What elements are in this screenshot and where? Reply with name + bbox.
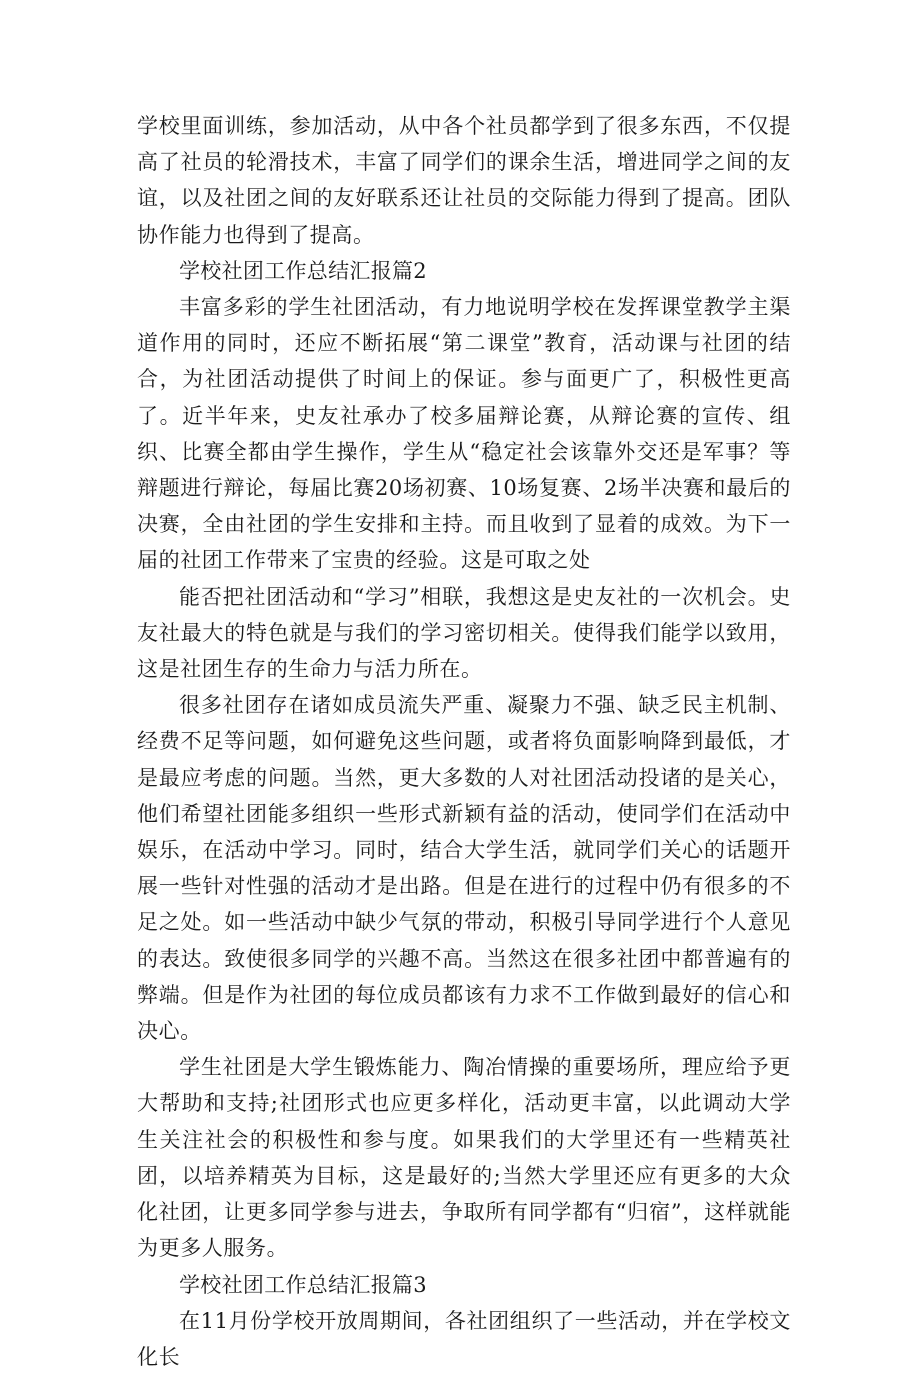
paragraph: 学生社团是大学生锻炼能力、陶冶情操的重要场所，理应给予更大帮助和支持;社团形式也应更多样化，活动更丰富，以此调动大学生关注社会的积极性和参与度。如果我们的大学里还有一些精英社团，以培养精英为目标，这是最好的;当然大学里还应有更多的大众化社团，让更多同学参与进去，争取所有同学都有“归宿”，这样就能为更多人服务。: [137, 1055, 791, 1261]
section-heading-3: 学校社团工作总结汇报篇3: [179, 1272, 427, 1297]
document-body: [137, 108, 791, 1375]
paragraph: 很多社团存在诸如成员流失严重、凝聚力不强、缺乏民主机制、经费不足等问题，如何避免这些问题，或者将负面影响降到最低，才是最应考虑的问题。当然，更大多数的人对社团活动投诸的是关心，他们希望社团能多组织一些形式新颖有益的活动，使同学们在活动中娱乐，在活动中学习。同时，结合大学生活，就同学们关心的话题开展一些针对性强的活动才是出路。但是在进行的过程中仍有很多的不足之处。如一些活动中缺少气氛的带动，积极引导同学进行个人意见的表达。致使很多同学的兴趣不高。当然这在很多社团中都普遍有的弊端。但是作为社团的每位成员都该有力求不工作做到最好的信心和决心。: [137, 693, 791, 1044]
paragraph-continuation: 学校里面训练，参加活动，从中各个社员都学到了很多东西，不仅提高了社员的轮滑技术，丰富了同学们的课余生活，增进同学之间的友谊，以及社团之间的友好联系还让社员的交际能力得到了提高。团队协作能力也得到了提高。: [137, 114, 791, 247]
paragraph: 丰富多彩的学生社团活动，有力地说明学校在发挥课堂教学主渠道作用的同时，还应不断拓展“第二课堂”教育，活动课与社团的结合，为社团活动提供了时间上的保证。参与面更广了，积极性更高了。近半年来，史友社承办了校多届辩论赛，从辩论赛的宣传、组织、比赛全都由学生操作，学生从“稳定社会该靠外交还是军事？等辩题进行辩论，每届比赛20场初赛、10场复赛、2场半决赛和最后的决赛，全由社团的学生安排和主持。而且收到了显着的成效。为下一届的社团工作带来了宝贵的经验。这是可取之处: [137, 295, 791, 573]
paragraph: 能否把社团活动和“学习”相联，我想这是史友社的一次机会。史友社最大的特色就是与我们的学习密切相关。使得我们能学以致用，这是社团生存的生命力与活力所在。: [137, 584, 791, 682]
section-heading-2: 学校社团工作总结汇报篇2: [179, 258, 427, 283]
paragraph: 在11月份学校开放周期间，各社团组织了一些活动，并在学校文化长: [137, 1308, 791, 1369]
